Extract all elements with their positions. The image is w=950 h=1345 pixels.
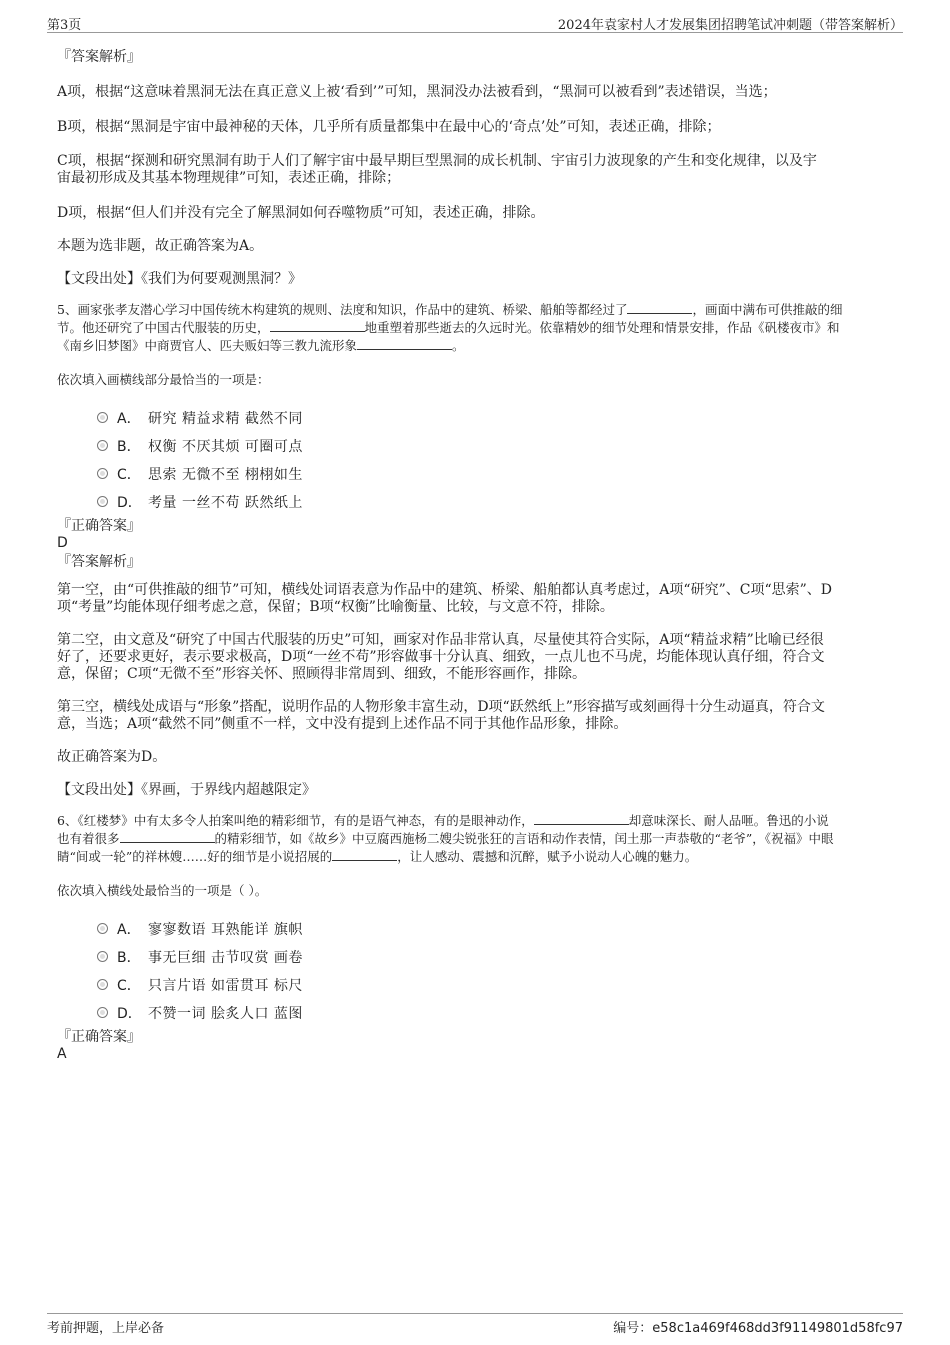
document-code: 编号：e58c1a469f468dd3f91149801d58fc97 bbox=[613, 1321, 903, 1336]
question-6-prompt: 依次填入横线处最恰当的一项是（ ）。 bbox=[57, 883, 268, 898]
analysis-a: A项，根据“这意味着黑洞无法在真正意义上被‘看到’”可知，黑洞没办法被看到，“黑洞可以被看到”表述错误，当选； bbox=[57, 84, 777, 100]
analysis-label: 『答案解析』 bbox=[57, 49, 141, 65]
page-footer bbox=[47, 1313, 903, 1336]
question-5-prompt: 依次填入画横线部分最恰当的一项是： bbox=[57, 372, 270, 387]
correct-answer-label: 『正确答案』 bbox=[57, 1029, 141, 1045]
page-number: 第3页 bbox=[47, 18, 82, 33]
option-d[interactable]: D． 考量 一丝不苟 跃然纸上 bbox=[57, 488, 893, 516]
source-citation: 【文段出处】《我们为何要观测黑洞？》 bbox=[57, 271, 302, 287]
blank-2 bbox=[270, 319, 365, 332]
analysis-c-line2: 宙最初形成及其基本物理规律”可知，表述正确，排除； bbox=[57, 170, 401, 186]
radio-icon[interactable] bbox=[97, 951, 108, 962]
radio-icon[interactable] bbox=[97, 923, 108, 934]
radio-icon[interactable] bbox=[97, 412, 108, 423]
option-d[interactable]: D． 不赞一词 脍炙人口 蓝图 bbox=[57, 999, 893, 1027]
question-5-options bbox=[57, 404, 893, 516]
correct-answer: A bbox=[57, 1046, 67, 1062]
option-a[interactable]: A． 寥寥数语 耳熟能详 旗帜 bbox=[57, 915, 893, 943]
radio-icon[interactable] bbox=[97, 440, 108, 451]
footer-slogan: 考前押题，上岸必备 bbox=[47, 1321, 165, 1336]
analysis-paragraph-1: 第一空，由“可供推敲的细节”可知，横线处词语表意为作品中的建筑、桥梁、船舶都认真考虑过，A项“研究”、C项“思索”、D 项“考量”均能体现仔细考虑之意，保留；B项“权衡”比喻衡量、比较，与文意不符，排除。 bbox=[57, 582, 832, 615]
option-b[interactable]: B． 事无巨细 击节叹赏 画卷 bbox=[57, 943, 893, 971]
page-header bbox=[47, 10, 903, 33]
radio-icon[interactable] bbox=[97, 496, 108, 507]
option-b[interactable]: B． 权衡 不厌其烦 可圈可点 bbox=[57, 432, 893, 460]
analysis-paragraph-3: 第三空，横线处成语与“形象”搭配，说明作品的人物形象丰富生动，D项“跃然纸上”形容描写或刻画得十分生动逼真，符合文 意，当选；A项“截然不同”侧重不一样，文中没有提到上述作品不同于其他作品形象，排除。 bbox=[57, 699, 825, 732]
blank-2 bbox=[120, 830, 215, 843]
option-c[interactable]: C． 思索 无微不至 栩栩如生 bbox=[57, 460, 893, 488]
correct-answer: D bbox=[57, 535, 68, 551]
page-content bbox=[57, 44, 893, 1063]
blank-1 bbox=[627, 301, 692, 314]
analysis-conclusion: 本题为选非题，故正确答案为A。 bbox=[57, 238, 264, 254]
analysis-c-line1: C项，根据“探测和研究黑洞有助于人们了解宇宙中最早期巨型黑洞的成长机制、宇宙引力波现象的产生和变化规律，以及宇 bbox=[57, 153, 817, 169]
radio-icon[interactable] bbox=[97, 979, 108, 990]
question-6-stem: 6、《红楼梦》中有太多令人拍案叫绝的精彩细节，有的是语气神态，有的是眼神动作， 却意味深长、耐人品咂。鲁迅的小说 也有着很多 的精彩细节，如《故乡》中豆腐西施杨二嫂尖锐张狂的言语和动作表情，闰土那一声恭敬的“老爷”，《祝福》中眼 睛“间或一轮”的祥林嫂……好的细节是小说招展的 ，让人感动、震撼和沉醉，赋予小说动人心魄的魅力。 bbox=[57, 813, 834, 864]
question-6-options bbox=[57, 915, 893, 1027]
blank-3 bbox=[332, 848, 397, 861]
radio-icon[interactable] bbox=[97, 1007, 108, 1018]
option-a[interactable]: A． 研究 精益求精 截然不同 bbox=[57, 404, 893, 432]
blank-3 bbox=[357, 337, 452, 350]
document-title: 2024年袁家村人才发展集团招聘笔试冲刺题（带答案解析） bbox=[557, 18, 903, 33]
blank-1 bbox=[534, 812, 629, 825]
analysis-conclusion: 故正确答案为D。 bbox=[57, 749, 167, 765]
correct-answer-label: 『正确答案』 bbox=[57, 518, 141, 534]
analysis-label: 『答案解析』 bbox=[57, 554, 141, 570]
option-c[interactable]: C． 只言片语 如雷贯耳 标尺 bbox=[57, 971, 893, 999]
analysis-d: D项，根据“但人们并没有完全了解黑洞如何吞噬物质”可知，表述正确，排除。 bbox=[57, 205, 545, 221]
analysis-b: B项，根据“黑洞是宇宙中最神秘的天体，几乎所有质量都集中在最中心的‘奇点’处”可知，表述正确，排除； bbox=[57, 119, 721, 135]
question-5-stem: 5、画家张孝友潜心学习中国传统木构建筑的规则、法度和知识，作品中的建筑、桥梁、船舶等都经过了 ，画面中满布可供推敲的细 节。他还研究了中国古代服装的历史， 地重塑着那些逝去的久远时光。依靠精妙的细节处理和情景安排，作品《矾楼夜市》和 《南乡旧梦图》中商贾官人、匹夫贩妇等三教九流形象 。 bbox=[57, 302, 843, 353]
analysis-paragraph-2: 第二空，由文意及“研究了中国古代服装的历史”可知，画家对作品非常认真，尽量使其符合实际，A项“精益求精”比喻已经很 好了，还要求更好，表示要求极高，D项“一丝不苟”形容做事十分认真、细致，一点儿也不马虎，均能体现认真仔细，符合文 意，保留；C项“无微不至”形容关怀、照顾得非常周到、细致，不能形容画作，排除。 bbox=[57, 632, 825, 682]
radio-icon[interactable] bbox=[97, 468, 108, 479]
source-citation: 【文段出处】《界画，于界线内超越限定》 bbox=[57, 782, 316, 798]
